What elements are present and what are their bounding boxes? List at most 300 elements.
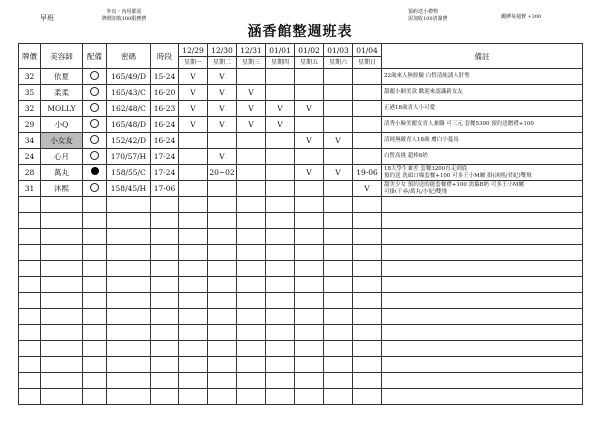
empty-cell (83, 261, 107, 277)
empty-cell (353, 325, 382, 341)
circle-icon (90, 135, 99, 144)
schedule-table (18, 43, 583, 405)
circle-icon (90, 87, 99, 96)
day-cell (266, 133, 295, 149)
empty-cell (266, 277, 295, 293)
empty-cell (107, 293, 151, 309)
empty-row (19, 341, 583, 357)
empty-cell (41, 261, 83, 277)
empty-cell (353, 229, 382, 245)
empty-cell (83, 309, 107, 325)
code-cell: 162/48/C (107, 101, 151, 117)
day-cell: V (237, 101, 266, 117)
empty-cell (237, 197, 266, 213)
empty-cell (382, 261, 583, 277)
empty-cell (107, 245, 151, 261)
code-cell: 158/55/C (107, 165, 151, 181)
day-cell: V (237, 85, 266, 101)
day-cell: V (179, 69, 208, 85)
name-cell: 心月 (41, 149, 83, 165)
day-cell: V (353, 181, 382, 197)
empty-cell (208, 389, 237, 405)
day-cell: V (295, 101, 324, 117)
empty-cell (266, 261, 295, 277)
empty-cell (382, 373, 583, 389)
equip-cell (83, 85, 107, 101)
empty-cell (179, 245, 208, 261)
day-cell (266, 181, 295, 197)
empty-cell (19, 357, 41, 373)
day-cell (353, 149, 382, 165)
note-cell: 清秀小臉美麗女青人兼職 可三元 套餐5300 預約送贈禮+100 (382, 117, 583, 133)
empty-cell (208, 229, 237, 245)
time-cell: 16-23 (151, 101, 179, 117)
day-cell (237, 165, 266, 181)
empty-cell (295, 389, 324, 405)
day-cell: V (295, 133, 324, 149)
table-row (19, 69, 583, 85)
empty-cell (237, 309, 266, 325)
empty-cell (151, 389, 179, 405)
time-cell: 15-24 (151, 69, 179, 85)
day-cell (353, 117, 382, 133)
col-header: 密碼 (107, 44, 151, 69)
day-cell (295, 181, 324, 197)
day-cell (237, 149, 266, 165)
empty-cell (151, 197, 179, 213)
table-row (19, 149, 583, 165)
empty-cell (382, 357, 583, 373)
empty-cell (179, 197, 208, 213)
empty-cell (179, 309, 208, 325)
empty-cell (151, 325, 179, 341)
day-cell: 20~02 (208, 165, 237, 181)
empty-cell (83, 277, 107, 293)
date-header: 01/04 (353, 44, 382, 57)
empty-cell (151, 357, 179, 373)
name-cell: 小女友 (41, 133, 83, 149)
empty-cell (266, 245, 295, 261)
empty-cell (19, 197, 41, 213)
price-cell: 32 (19, 69, 41, 85)
day-cell: V (237, 117, 266, 133)
empty-cell (266, 357, 295, 373)
empty-cell (295, 213, 324, 229)
day-cell (324, 85, 353, 101)
empty-row (19, 373, 583, 389)
empty-cell (353, 389, 382, 405)
empty-cell (107, 309, 151, 325)
empty-cell (353, 293, 382, 309)
empty-cell (179, 341, 208, 357)
code-cell: 152/42/D (107, 133, 151, 149)
empty-cell (83, 213, 107, 229)
day-cell: V (208, 101, 237, 117)
empty-cell (237, 261, 266, 277)
day-cell: 19-06 (353, 165, 382, 181)
empty-cell (208, 325, 237, 341)
equip-cell (83, 101, 107, 117)
equip-cell (83, 149, 107, 165)
day-header: 星期日 (353, 57, 382, 69)
empty-cell (266, 373, 295, 389)
empty-cell (237, 373, 266, 389)
empty-cell (19, 309, 41, 325)
table-row (19, 165, 583, 181)
circle-icon (90, 71, 99, 80)
empty-cell (353, 245, 382, 261)
empty-cell (41, 293, 83, 309)
day-cell (295, 117, 324, 133)
empty-cell (19, 341, 41, 357)
date-header: 12/30 (208, 44, 237, 57)
empty-cell (179, 229, 208, 245)
empty-cell (19, 325, 41, 341)
table-row (19, 133, 583, 149)
empty-cell (237, 277, 266, 293)
empty-cell (353, 197, 382, 213)
day-cell (324, 69, 353, 85)
equip-cell (83, 133, 107, 149)
service-fee-note: 外出・內用都需 牌價加收100服務費 (101, 9, 147, 22)
day-header: 星期六 (324, 57, 353, 69)
col-header: 時段 (151, 44, 179, 69)
table-row (19, 117, 583, 133)
day-cell: V (179, 101, 208, 117)
note-cell: 甜麗小網美款 歡迎來認識新女友 (382, 85, 583, 101)
empty-cell (107, 229, 151, 245)
day-cell (266, 85, 295, 101)
empty-cell (237, 341, 266, 357)
day-cell (208, 133, 237, 149)
empty-cell (19, 389, 41, 405)
empty-cell (151, 229, 179, 245)
empty-cell (353, 213, 382, 229)
note-cell: 白皙高挑 超棒8奶 (382, 149, 583, 165)
empty-cell (83, 341, 107, 357)
empty-cell (83, 293, 107, 309)
circle-icon (90, 103, 99, 112)
table-row (19, 101, 583, 117)
empty-cell (295, 293, 324, 309)
date-header: 01/02 (295, 44, 324, 57)
date-header: 12/29 (179, 44, 208, 57)
day-cell (179, 181, 208, 197)
empty-cell (208, 197, 237, 213)
time-cell: 17-24 (151, 165, 179, 181)
price-cell: 28 (19, 165, 41, 181)
circle-icon (90, 119, 99, 128)
day-cell (295, 149, 324, 165)
empty-cell (295, 309, 324, 325)
equip-cell (83, 181, 107, 197)
code-cell: 165/49/D (107, 69, 151, 85)
empty-cell (324, 389, 353, 405)
empty-cell (295, 261, 324, 277)
empty-cell (151, 373, 179, 389)
name-cell: 小Q (41, 117, 83, 133)
empty-cell (324, 325, 353, 341)
day-header: 星期四 (266, 57, 295, 69)
price-cell: 29 (19, 117, 41, 133)
empty-cell (208, 309, 237, 325)
empty-cell (41, 229, 83, 245)
empty-row (19, 229, 583, 245)
name-cell: MOLLY (41, 101, 83, 117)
shift-label: 早班 (40, 14, 54, 22)
note-cell: 22歲來人無經驗 白皙清純誘人肝聖 (382, 69, 583, 85)
empty-cell (19, 261, 41, 277)
day-cell (179, 133, 208, 149)
day-cell (208, 181, 237, 197)
code-cell: 158/45/H (107, 181, 151, 197)
empty-cell (266, 293, 295, 309)
note-header: 備註 (382, 44, 583, 69)
table-row (19, 85, 583, 101)
note-cell: 18大學生兼差 套餐3200直走到底 預約送 洗頭口爆套餐+100 可多王小M屬 掛(沐熙/君妃)雙飛 (382, 165, 583, 181)
empty-cell (179, 277, 208, 293)
day-cell: V (208, 149, 237, 165)
empty-cell (295, 341, 324, 357)
empty-cell (382, 213, 583, 229)
equip-cell (83, 117, 107, 133)
empty-cell (151, 341, 179, 357)
empty-row (19, 309, 583, 325)
empty-cell (266, 229, 295, 245)
empty-cell (353, 357, 382, 373)
empty-cell (83, 229, 107, 245)
empty-cell (107, 213, 151, 229)
circle-icon (90, 151, 99, 160)
col-header: 美容師 (41, 44, 83, 69)
empty-cell (237, 357, 266, 373)
day-cell: V (208, 117, 237, 133)
empty-row (19, 277, 583, 293)
empty-cell (324, 357, 353, 373)
empty-cell (266, 389, 295, 405)
empty-cell (83, 389, 107, 405)
empty-row (19, 261, 583, 277)
empty-cell (19, 213, 41, 229)
empty-row (19, 213, 583, 229)
empty-cell (353, 261, 382, 277)
empty-cell (179, 389, 208, 405)
empty-cell (237, 389, 266, 405)
day-cell (324, 149, 353, 165)
empty-cell (83, 357, 107, 373)
empty-cell (208, 261, 237, 277)
empty-cell (179, 213, 208, 229)
day-cell: V (266, 101, 295, 117)
empty-cell (324, 197, 353, 213)
name-cell: 柔柔 (41, 85, 83, 101)
name-cell: 萬丸 (41, 165, 83, 181)
empty-cell (353, 373, 382, 389)
empty-cell (107, 389, 151, 405)
empty-cell (353, 341, 382, 357)
empty-cell (19, 373, 41, 389)
day-cell (266, 149, 295, 165)
time-cell: 16-24 (151, 133, 179, 149)
empty-cell (237, 293, 266, 309)
empty-cell (41, 213, 83, 229)
empty-cell (19, 277, 41, 293)
empty-cell (41, 357, 83, 373)
empty-cell (295, 325, 324, 341)
empty-cell (237, 213, 266, 229)
empty-cell (324, 373, 353, 389)
empty-cell (266, 309, 295, 325)
price-cell: 31 (19, 181, 41, 197)
empty-cell (353, 309, 382, 325)
table-row (19, 181, 583, 197)
gift-note: 預約送小禮物 需加收100清潔費 (408, 9, 448, 22)
day-header: 星期二 (208, 57, 237, 69)
empty-cell (83, 325, 107, 341)
date-header: 01/03 (324, 44, 353, 57)
empty-cell (179, 261, 208, 277)
date-header: 01/01 (266, 44, 295, 57)
empty-cell (324, 341, 353, 357)
empty-cell (382, 309, 583, 325)
day-cell (237, 133, 266, 149)
empty-cell (295, 197, 324, 213)
empty-cell (382, 341, 583, 357)
time-cell: 16-20 (151, 85, 179, 101)
empty-cell (41, 277, 83, 293)
empty-cell (107, 197, 151, 213)
empty-cell (208, 277, 237, 293)
equip-cell (83, 69, 107, 85)
day-cell (324, 181, 353, 197)
time-cell: 17-06 (151, 181, 179, 197)
empty-cell (295, 229, 324, 245)
empty-cell (83, 373, 107, 389)
empty-cell (151, 293, 179, 309)
price-cell: 35 (19, 85, 41, 101)
empty-row (19, 197, 583, 213)
day-header: 星期五 (295, 57, 324, 69)
day-cell (266, 165, 295, 181)
equip-cell (83, 165, 107, 181)
day-cell (353, 133, 382, 149)
empty-cell (324, 245, 353, 261)
code-cell: 170/57/H (107, 149, 151, 165)
empty-cell (266, 341, 295, 357)
day-cell (353, 101, 382, 117)
note-cell: 甜美少女 預約送的能套餐禮+100 需摳B奶 可多王小M屬 可掛(千尋/萬丸/小妃)雙飛 (382, 181, 583, 197)
date-header: 12/31 (237, 44, 266, 57)
day-cell (353, 85, 382, 101)
empty-cell (83, 245, 107, 261)
empty-row (19, 389, 583, 405)
empty-cell (208, 357, 237, 373)
empty-cell (179, 325, 208, 341)
empty-cell (179, 293, 208, 309)
day-cell (324, 117, 353, 133)
day-cell: V (266, 117, 295, 133)
day-cell: V (179, 85, 208, 101)
day-cell: V (208, 69, 237, 85)
empty-cell (237, 229, 266, 245)
day-cell: V (179, 117, 208, 133)
empty-cell (295, 245, 324, 261)
note-cell: 正港18歲青人小可愛 (382, 101, 583, 117)
empty-cell (107, 325, 151, 341)
empty-cell (324, 309, 353, 325)
empty-cell (382, 197, 583, 213)
empty-cell (324, 293, 353, 309)
empty-cell (266, 197, 295, 213)
empty-row (19, 357, 583, 373)
name-cell: 沐熙 (41, 181, 83, 197)
day-cell (324, 101, 353, 117)
day-header: 星期三 (237, 57, 266, 69)
empty-cell (237, 325, 266, 341)
empty-cell (151, 213, 179, 229)
code-cell: 165/43/C (107, 85, 151, 101)
empty-cell (107, 373, 151, 389)
empty-cell (208, 213, 237, 229)
empty-cell (41, 245, 83, 261)
day-header: 星期一 (179, 57, 208, 69)
empty-cell (324, 277, 353, 293)
empty-cell (208, 245, 237, 261)
price-cell: 34 (19, 133, 41, 149)
empty-cell (382, 245, 583, 261)
empty-row (19, 245, 583, 261)
empty-cell (107, 341, 151, 357)
empty-row (19, 293, 583, 309)
empty-cell (208, 373, 237, 389)
day-cell (353, 69, 382, 85)
empty-cell (41, 309, 83, 325)
code-cell: 165/48/D (107, 117, 151, 133)
empty-cell (382, 277, 583, 293)
empty-cell (151, 245, 179, 261)
empty-cell (266, 213, 295, 229)
price-cell: 32 (19, 101, 41, 117)
empty-cell (382, 389, 583, 405)
empty-cell (19, 245, 41, 261)
empty-cell (179, 357, 208, 373)
name-cell: 依夏 (41, 69, 83, 85)
day-cell (179, 149, 208, 165)
note-cell: 清純無敵青人18歲 膚白小蔓馬 (382, 133, 583, 149)
day-cell: V (324, 165, 353, 181)
empty-cell (19, 293, 41, 309)
empty-row (19, 325, 583, 341)
day-cell (179, 165, 208, 181)
empty-cell (295, 277, 324, 293)
bondage-fee-note: 繩縛每週費 +300 (501, 14, 542, 20)
time-cell: 17-24 (151, 149, 179, 165)
empty-cell (382, 293, 583, 309)
empty-cell (41, 373, 83, 389)
empty-cell (382, 229, 583, 245)
empty-cell (107, 277, 151, 293)
empty-cell (237, 245, 266, 261)
empty-cell (107, 261, 151, 277)
empty-cell (151, 277, 179, 293)
time-cell: 16-24 (151, 117, 179, 133)
empty-cell (151, 309, 179, 325)
empty-cell (324, 229, 353, 245)
empty-cell (41, 341, 83, 357)
page-title: 涵香館整週班表 (247, 24, 353, 40)
empty-cell (179, 373, 208, 389)
empty-cell (353, 277, 382, 293)
